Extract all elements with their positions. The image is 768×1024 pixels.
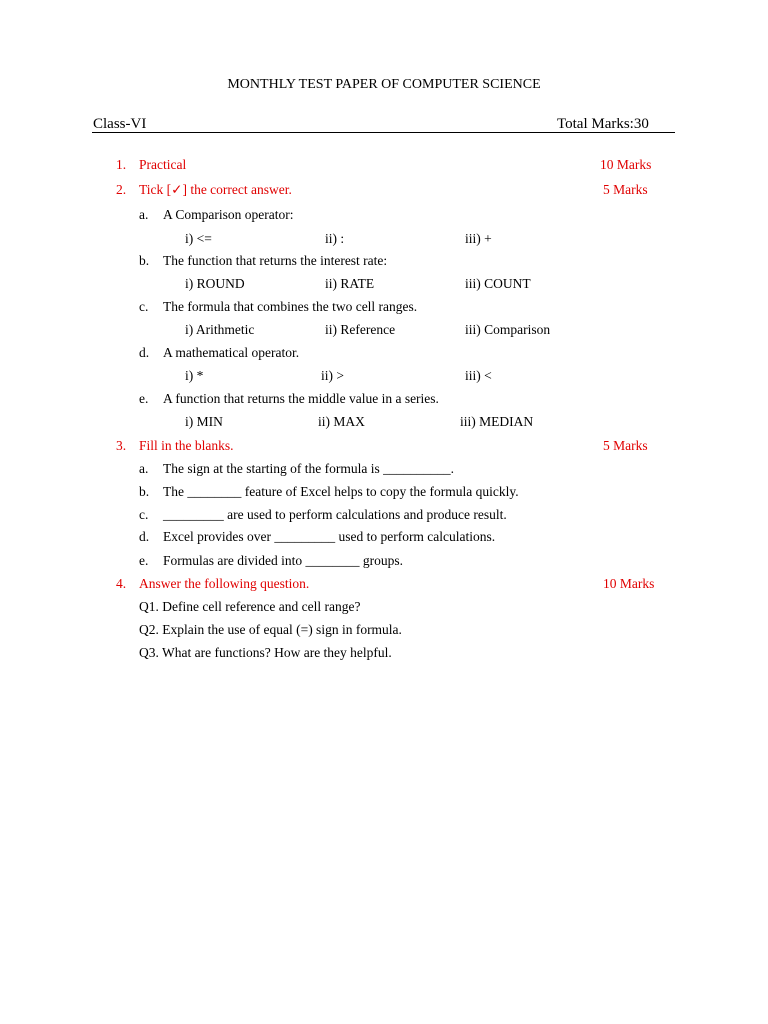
item-letter: c. (139, 507, 149, 522)
option: i) MIN (185, 414, 223, 429)
item-letter: b. (139, 484, 150, 499)
question-text: The formula that combines the two cell ranges. (163, 299, 418, 314)
open-question: Q3. What are functions? How are they helpful. (139, 645, 392, 660)
section-heading: Answer the following question. (139, 576, 310, 591)
section-number: 3. (116, 438, 127, 453)
question-text: A Comparison operator: (163, 207, 294, 222)
option: ii) Reference (325, 322, 396, 337)
item-letter: c. (139, 299, 149, 314)
item-letter: e. (139, 391, 149, 406)
option: ii) MAX (318, 414, 365, 429)
section-number: 1. (116, 157, 127, 172)
item-letter: e. (139, 553, 149, 568)
section-number: 2. (116, 182, 127, 197)
open-question: Q2. Explain the use of equal (=) sign in formula. (139, 622, 402, 637)
option: ii) > (321, 368, 344, 383)
section-marks: 5 Marks (603, 182, 648, 197)
class-label: Class-VI (93, 116, 147, 132)
item-letter: d. (139, 529, 150, 544)
section-heading: Fill in the blanks. (139, 438, 234, 453)
blank-question: The ________ feature of Excel helps to copy the formula quickly. (163, 484, 519, 499)
blank-question: The sign at the starting of the formula is __________. (163, 461, 454, 476)
section-marks: 10 Marks (603, 576, 655, 591)
option: iii) Comparison (465, 322, 551, 337)
question-text: A function that returns the middle value in a series. (163, 391, 439, 406)
item-letter: d. (139, 345, 150, 360)
section-number: 4. (116, 576, 127, 591)
option: iii) COUNT (465, 276, 531, 291)
option: ii) : (325, 231, 345, 246)
total-marks: Total Marks:30 (557, 116, 649, 132)
option: i) * (185, 368, 204, 383)
open-question: Q1. Define cell reference and cell range? (139, 599, 361, 614)
item-letter: b. (139, 253, 150, 268)
item-letter: a. (139, 207, 149, 222)
section-heading: Tick [✓] the correct answer. (139, 182, 292, 197)
question-text: The function that returns the interest rate: (163, 253, 388, 268)
option: ii) RATE (325, 276, 375, 291)
header-divider (92, 132, 675, 133)
blank-question: Formulas are divided into ________ groups. (163, 553, 403, 568)
section-marks: 10 Marks (600, 157, 652, 172)
section-heading: Practical (139, 157, 187, 172)
blank-question: _________ are used to perform calculations and produce result. (163, 507, 507, 522)
option: i) Arithmetic (185, 322, 255, 337)
item-letter: a. (139, 461, 149, 476)
option: i) <= (185, 231, 212, 246)
option: iii) < (465, 368, 492, 383)
question-text: A mathematical operator. (163, 345, 300, 360)
option: iii) + (465, 231, 492, 246)
option: i) ROUND (185, 276, 245, 291)
option: iii) MEDIAN (460, 414, 534, 429)
blank-question: Excel provides over _________ used to perform calculations. (163, 529, 496, 544)
page-title: MONTHLY TEST PAPER OF COMPUTER SCIENCE (227, 77, 541, 92)
section-marks: 5 Marks (603, 438, 648, 453)
